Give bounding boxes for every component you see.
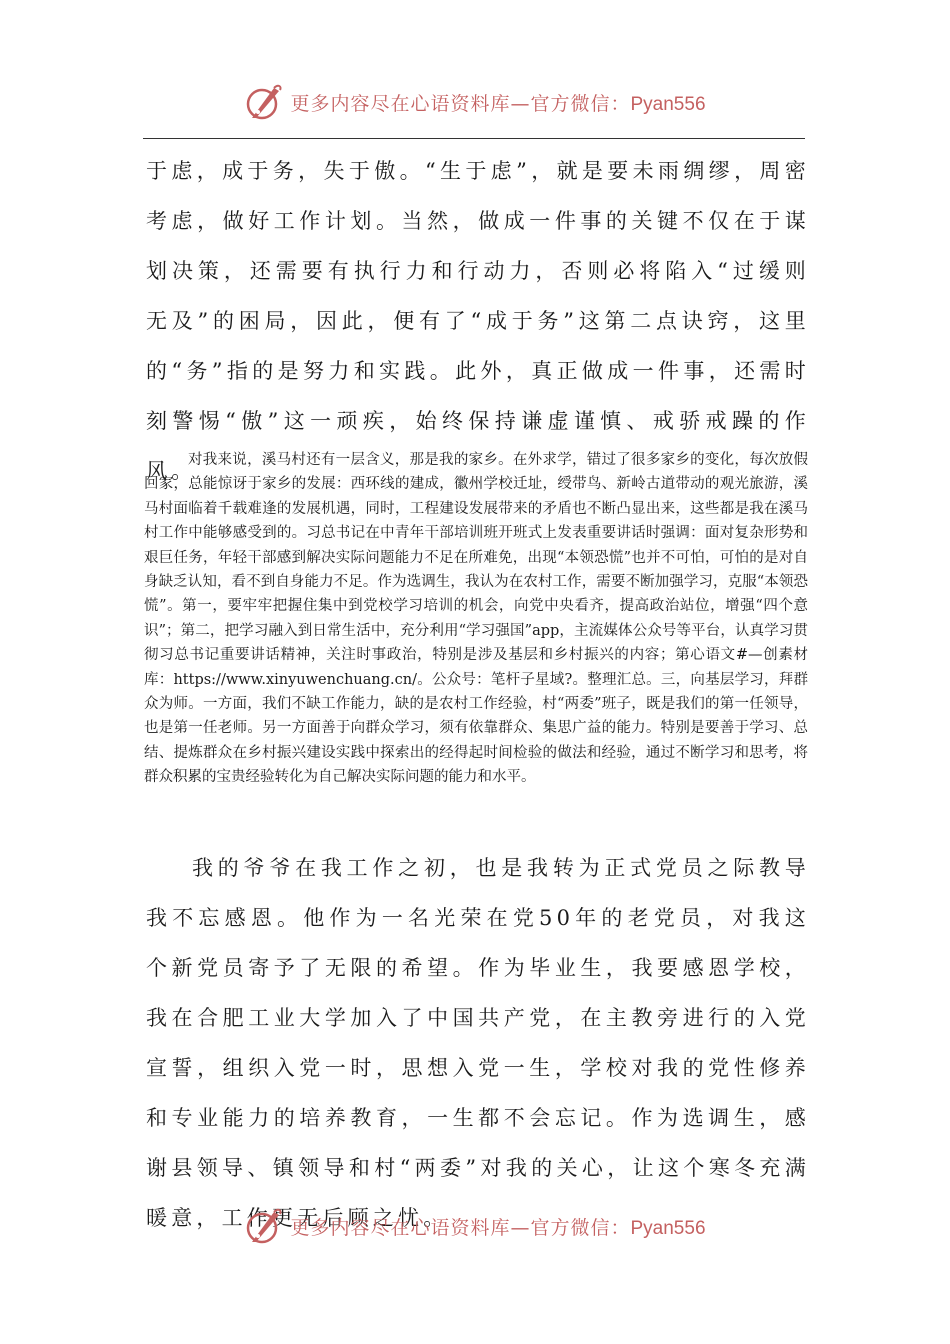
- body-paragraph-1: 于虑，成于务，失于傲。“生于虑”，就是要未雨绸缪，周密考虑，做好工作计划。当然，做成一件事的关键不仅在于谋划决策，还需要有执行力和行动力，否则必将陷入“过缓则无及”的困局，因此，便有了“成于务”这第二点诀窍，这里的“务”指的是努力和实践。此外，真正做成一件事，还需时刻警惕“傲”这一顽疾，始终保持谦虚谨慎、戒骄戒躁的作风。: [146, 159, 810, 483]
- header-banner-text: 更多内容尽在心语资料库—官方微信：Pyan556: [290, 92, 706, 115]
- quill-pen-logo-icon: [244, 1206, 284, 1246]
- quill-pen-logo-icon: [244, 82, 284, 122]
- footer-banner-text: 更多内容尽在心语资料库—官方微信：Pyan556: [290, 1216, 706, 1239]
- body-paragraph-2: 对我来说，溪马村还有一层含义，那是我的家乡。在外求学，错过了很多家乡的变化，每次放假回家，总能惊讶于家乡的发展：西环线的建成，徽州学校迁址，绶带鸟、新岭古道带动的观光旅游，溪马村面临着千载难逢的发展机遇，同时，工程建设发展带来的矛盾也不断凸显出来，这些都是我在溪马村工作中能够感受到的。习总书记在中青年干部培训班开班式上发表重要讲话时强调：面对复杂形势和艰巨任务，年轻干部感到解决实际问题能力不足在所难免，出现“本领恐慌”也并不可怕，可怕的是对自身缺乏认知，看不到自身能力不足。作为选调生，我认为在农村工作，需要不断加强学习，克服“本领恐慌”。第一，要牢牢把握住集中到党校学习培训的机会，向党中央看齐，提高政治站位，增强“四个意识”；第二，把学习融入到日常生活中，充分利用“学习强国”app，主流媒体公众号等平台，认真学习贯彻习总书记重要讲话精神，关注时事政治，特别是涉及基层和乡村振兴的内容；第心语文#—创素材库：https://www.xinyuwenchuang.cn/。公众号：笔杆子星域?。整理汇总。三，向基层学习，拜群众为师。一方面，我们不缺工作能力，缺的是农村工作经验，村“两委”班子，既是我们的第一任领导，也是第一任老师。另一方面善于向群众学习，须有依靠群众、集思广益的能力。特别是要善于学习、总结、提炼群众在乡村振兴建设实践中探索出的经得起时间检验的做法和经验，通过不断学习和思考，将群众积累的宝贵经验转化为自己解决实际问题的能力和水平。: [144, 452, 808, 786]
- body-paragraph-3: 我的爷爷在我工作之初，也是我转为正式党员之际教导我不忘感恩。他作为一名光荣在党50年的老党员，对我这个新党员寄予了无限的希望。作为毕业生，我要感恩学校，我在合肥工业大学加入了中国共产党，在主教旁进行的入党宣誓，组织入党一时，思想入党一生，学校对我的党性修养和专业能力的培养教育，一生都不会忘记。作为选调生，感谢县领导、镇领导和村“两委”对我的关心，让这个寒冬充满暖意，工作更无后顾之忧。: [146, 856, 810, 1230]
- footer-banner: [0, 1204, 950, 1248]
- header-divider: [143, 138, 805, 139]
- header-banner: [0, 80, 950, 124]
